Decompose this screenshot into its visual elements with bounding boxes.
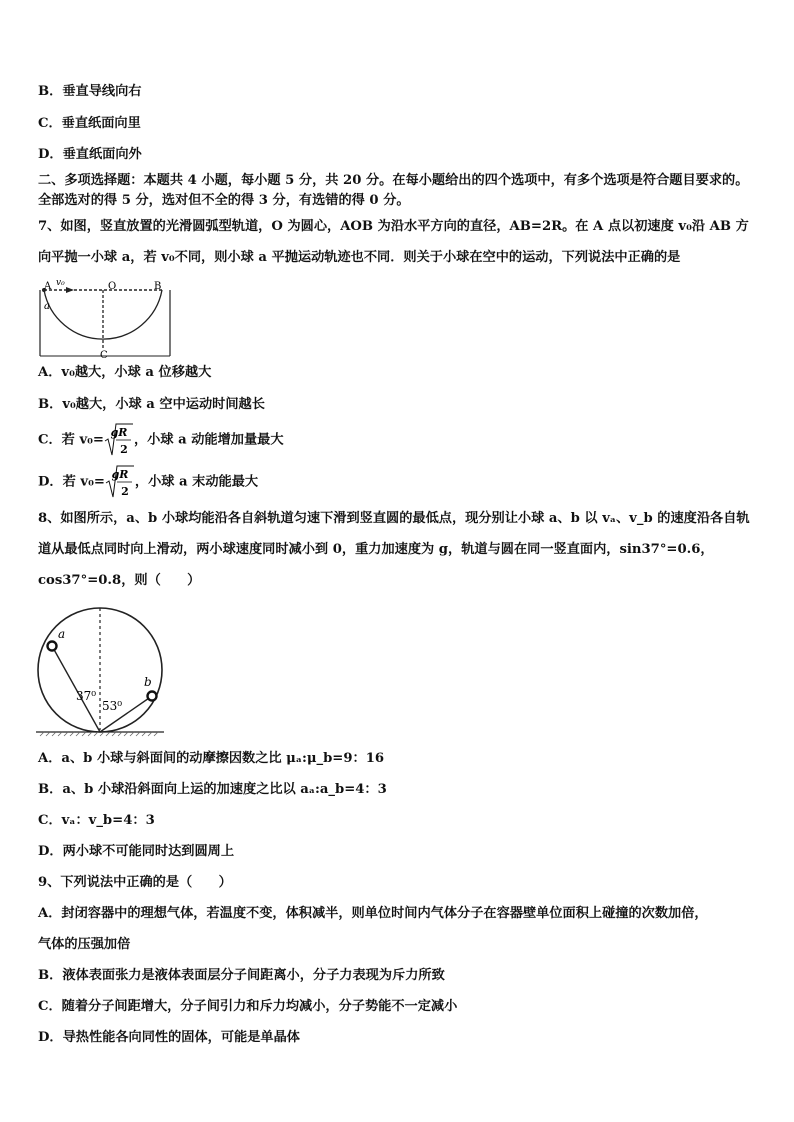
fig7-label-a-point: A <box>44 281 52 292</box>
fig7-v0-label: v₀ <box>56 278 65 288</box>
q7-option-a: A．v₀越大，小球 a 位移越大 <box>38 365 212 380</box>
q8-option-b: B．a、b 小球沿斜面向上运的加速度之比以 aₐ:a_b=4：3 <box>38 782 387 797</box>
fig7-label-ball-a: a <box>44 301 50 312</box>
fig8-angle-53: 53⁰ <box>102 699 123 713</box>
q8-option-a: A．a、b 小球与斜面间的动摩擦因数之比 μₐ:μ_b=9：16 <box>38 751 385 766</box>
fig7-label-b: B <box>154 281 162 292</box>
fig7-label-c: C <box>100 350 108 360</box>
q9-option-a-line1: A．封闭容器中的理想气体，若温度不变，体积减半，则单位时间内气体分子在容器壁单位面积上碰撞的次数加倍， <box>38 906 708 921</box>
q7-figure <box>36 276 176 360</box>
q7-option-d-sqrt <box>105 464 135 500</box>
q8-option-c: C．vₐ：v_b=4：3 <box>38 813 155 828</box>
q9-option-c: C．随着分子间距增大，分子间引力和斥力均减小，分子势能不一定减小 <box>38 999 458 1014</box>
q8-stem-line3: cos37°=0.8，则（ ） <box>38 573 201 588</box>
q7-option-b: B．v₀越大，小球 a 空中运动时间越长 <box>38 397 265 412</box>
q7-option-d-frac-den: 2 <box>121 485 129 498</box>
q7-option-c-frac-num: gR <box>110 426 128 439</box>
q7-option-d-prefix: D．若 v₀= <box>38 474 105 490</box>
q8-stem-line1: 8、如图所示，a、b 小球均能沿各自斜轨道匀速下滑到竖直圆的最低点，现分别让小球 a、b 以 vₐ、v_b 的速度沿各自轨 <box>38 511 750 526</box>
q7-option-c <box>38 422 284 462</box>
q8-figure <box>34 596 168 742</box>
fig8-label-a: a <box>58 627 66 641</box>
q6-option-c: C．垂直纸面向里 <box>38 116 141 131</box>
q9-option-a-line2: 气体的压强加倍 <box>38 937 131 952</box>
q7-option-c-frac-den: 2 <box>120 443 128 456</box>
q9-stem: 9、下列说法中正确的是（ ） <box>38 875 232 890</box>
q8-option-d: D．两小球不可能同时达到圆周上 <box>38 844 235 859</box>
q7-option-d <box>38 464 258 504</box>
q7-option-d-frac-num: gR <box>111 468 129 481</box>
fig8-label-b: b <box>144 675 152 689</box>
section2-heading-line2: 全部选对的得 5 分，选对但不全的得 3 分，有选错的得 0 分。 <box>38 193 410 208</box>
q7-stem-line2: 向平抛一小球 a，若 v₀不同，则小球 a 平抛运动轨迹也不同．则关于小球在空中的运动，下列说法中正确的是 <box>38 250 681 265</box>
fig8-angle-37: 37⁰ <box>76 689 97 703</box>
q6-option-b: B．垂直导线向右 <box>38 84 142 99</box>
q9-option-b: B．液体表面张力是液体表面层分子间距离小，分子力表现为斥力所致 <box>38 968 445 983</box>
q8-stem-line2: 道从最低点同时向上滑动，两小球速度同时减小到 0，重力加速度为 g，轨道与圆在同一竖直面内，sin37°=0.6， <box>38 542 714 557</box>
q7-option-d-suffix: ，小球 a 末动能最大 <box>134 474 259 490</box>
q6-option-d: D．垂直纸面向外 <box>38 147 142 162</box>
q9-option-d: D．导热性能各向同性的固体，可能是单晶体 <box>38 1030 300 1045</box>
q7-option-c-suffix: ，小球 a 动能增加量最大 <box>133 432 284 448</box>
q7-option-c-sqrt <box>104 422 134 458</box>
section2-heading-line1: 二、多项选择题：本题共 4 小题，每小题 5 分，共 20 分。在每小题给出的四个选项中，有多个选项是符合题目要求的。 <box>38 173 749 188</box>
q7-option-c-prefix: C．若 v₀= <box>38 432 104 448</box>
fig7-label-o: O <box>108 281 117 292</box>
q7-stem-line1: 7、如图，竖直放置的光滑圆弧型轨道，O 为圆心，AOB 为沿水平方向的直径，AB=2R。在 A 点以初速度 v₀沿 AB 方 <box>38 219 749 234</box>
